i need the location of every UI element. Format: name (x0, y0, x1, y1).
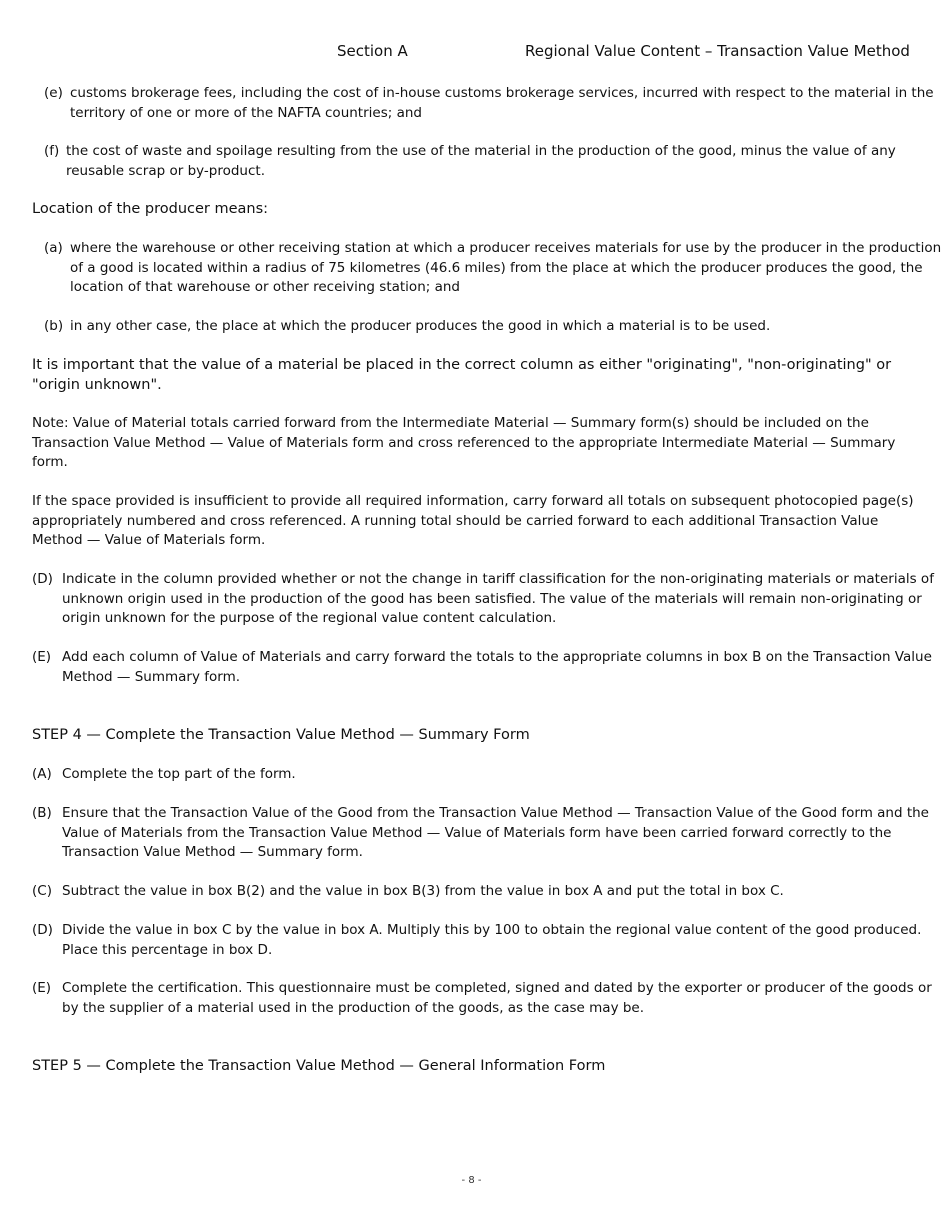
list-item: (a) where the warehouse or other receiving station at which a producer receives materials for use by the producer in the production of a good is located within a radius of 75 kilometres (46.6 miles) from the place at which the producer produces the good, the location of that warehouse or other receiving station; and (44, 240, 942, 295)
header-section: Section A (337, 42, 408, 60)
list-item: (D) Divide the value in box C by the value in box A. Multiply this by 100 to obtain the regional value content of the good produced. Place this percentage in box D. (32, 922, 922, 958)
list-item: (E) Complete the certification. This questionnaire must be completed, signed and dated by the exporter or producer of the goods or by the supplier of a material used in the production of the goods, as the case may be. (32, 980, 932, 1016)
header-title: Regional Value Content – Transaction Value Method (525, 42, 910, 60)
list-item: (e) customs brokerage fees, including the cost of in-house customs brokerage services, incurred with respect to the material in the territory of one or more of the NAFTA countries; and (44, 85, 934, 121)
location-heading: Location of the producer means: (32, 201, 269, 217)
list-item: (C) Subtract the value in box B(2) and the value in box B(3) from the value in box A and put the total in box C. (32, 883, 784, 899)
list-item: (B) Ensure that the Transaction Value of the Good from the Transaction Value Method — Transaction Value of the Good form and the Value of Materials from the Transaction Value Method — Value of Materials form have been carried forward correctly to the Transaction Value Method — Summary form. (32, 805, 929, 860)
page-number: - 8 - (461, 1175, 482, 1186)
list-item: (D) Indicate in the column provided whether or not the change in tariff classification for the non-originating materials or materials of unknown origin used in the production of the good has been satisfied. The value of the materials will remain non-originating or origin unknown for the purpose of the regional value content calculation. (32, 571, 934, 626)
list-item: (E) Add each column of Value of Materials and carry forward the totals to the appropriate columns in box B on the Transaction Value Method — Summary form. (32, 649, 932, 685)
paragraph-note: Note: Value of Material totals carried forward from the Intermediate Material — Summary form(s) should be included on the Transaction Value Method — Value of Materials form and cross referenced to the appropriate Intermediate Material — Summary form. (32, 415, 896, 470)
list-item: (A) Complete the top part of the form. (32, 766, 296, 782)
paragraph-space: If the space provided is insufficient to provide all required information, carry forward all totals on subsequent photocopied page(s) appropriately numbered and cross referenced. A running total should be carried forward to each additional Transaction Value Method — Value of Materials form. (32, 493, 914, 548)
step4-heading: STEP 4 — Complete the Transaction Value Method — Summary Form (32, 727, 530, 743)
list-item: (f) the cost of waste and spoilage resulting from the use of the material in the production of the good, minus the value of any reusable scrap or by-product. (44, 143, 896, 179)
step5-heading: STEP 5 — Complete the Transaction Value Method — General Information Form (32, 1058, 606, 1074)
paragraph-important: It is important that the value of a material be placed in the correct column as either "originating", "non-originating" or "origin unknown". (32, 357, 892, 393)
list-item: (b) in any other case, the place at which the producer produces the good in which a material is to be used. (44, 318, 771, 334)
